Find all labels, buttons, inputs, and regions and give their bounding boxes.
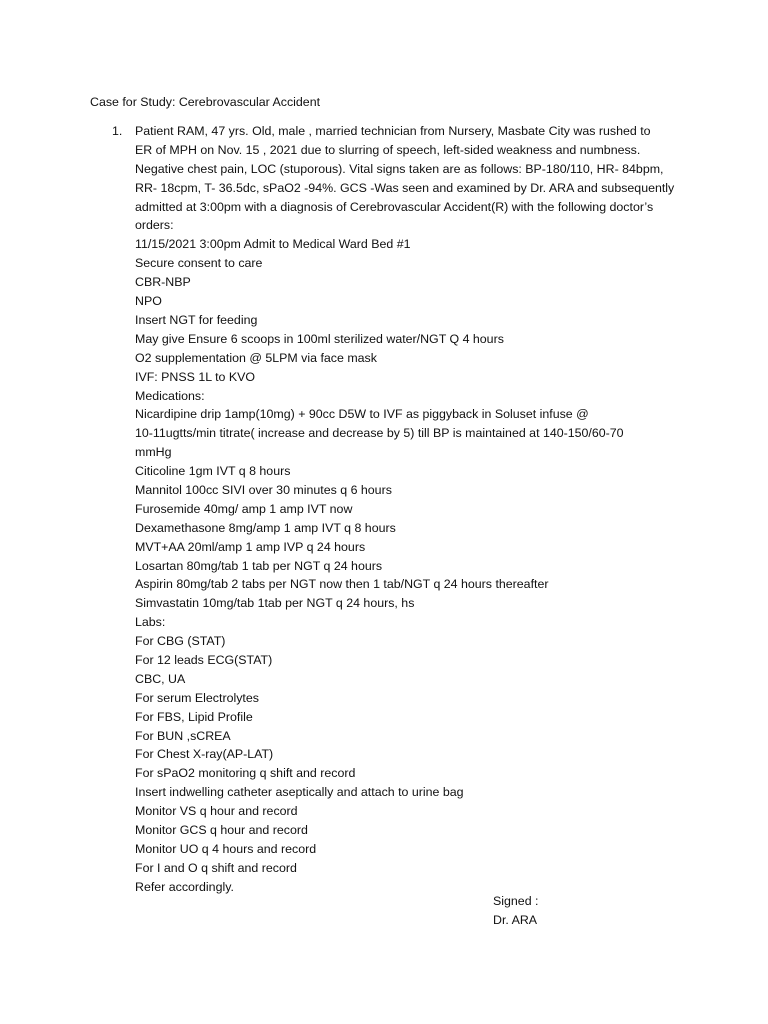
paragraph-line: RR- 18cpm, T- 36.5dc, sPaO2 -94%. GCS -Was seen and examined by Dr. ARA and subsequently [135, 180, 675, 195]
signer-name: Dr. ARA [493, 912, 538, 927]
order-line: Insert indwelling catheter aseptically and attach to urine bag [135, 785, 464, 800]
order-line: CBC, UA [135, 671, 186, 686]
order-line: Secure consent to care [135, 256, 263, 271]
signed-label: Signed : [493, 894, 539, 908]
order-line: Mannitol 100cc SIVI over 30 minutes q 6 hours [135, 482, 392, 497]
order-line: Medications: [135, 388, 205, 403]
order-line: Simvastatin 10mg/tab 1tab per NGT q 24 hours, hs [135, 596, 415, 611]
order-line: O2 supplementation @ 5LPM via face mask [135, 350, 377, 365]
order-line: Citicoline 1gm IVT q 8 hours [135, 464, 291, 479]
order-line: For 12 leads ECG(STAT) [135, 652, 273, 667]
order-line: Losartan 80mg/tab 1 tab per NGT q 24 hours [135, 558, 383, 573]
order-line: For Chest X-ray(AP-LAT) [135, 747, 274, 762]
order-line: Furosemide 40mg/ amp 1 amp IVT now [135, 501, 353, 516]
case-description [135, 122, 675, 235]
order-line: Nicardipine drip 1amp(10mg) + 90cc D5W to IVF as piggyback in Soluset infuse @ [135, 407, 589, 422]
order-line: Labs: [135, 615, 166, 630]
order-line: mmHg [135, 445, 172, 460]
order-line: MVT+AA 20ml/amp 1 amp IVP q 24 hours [135, 539, 366, 554]
order-line: For CBG (STAT) [135, 634, 226, 649]
order-line: Monitor VS q hour and record [135, 804, 298, 819]
order-line: IVF: PNSS 1L to KVO [135, 369, 256, 384]
paragraph-line: admitted at 3:00pm with a diagnosis of Cerebrovascular Accident(R) with the following doctor’s [135, 199, 654, 214]
signature-block [493, 892, 538, 930]
order-line: Monitor UO q 4 hours and record [135, 841, 317, 856]
document-title: Case for Study: Cerebrovascular Accident [90, 95, 321, 109]
order-line: CBR-NBP [135, 275, 191, 290]
paragraph-line: ER of MPH on Nov. 15 , 2021 due to slurring of speech, left-sided weakness and numbness. [135, 142, 641, 157]
order-line: For FBS, Lipid Profile [135, 709, 253, 724]
order-line: 10-11ugtts/min titrate( increase and decrease by 5) till BP is maintained at 140-150/60-70 [135, 426, 624, 441]
order-line: Aspirin 80mg/tab 2 tabs per NGT now then 1 tab/NGT q 24 hours thereafter [135, 577, 549, 592]
order-line: May give Ensure 6 scoops in 100ml sterilized water/NGT Q 4 hours [135, 331, 504, 346]
paragraph-line: Patient RAM, 47 yrs. Old, male , married technician from Nursery, Masbate City was rushed to [135, 124, 651, 138]
paragraph-line: orders: [135, 218, 174, 233]
order-line: For I and O q shift and record [135, 860, 297, 875]
order-line: For serum Electrolytes [135, 690, 259, 705]
paragraph-line: Negative chest pain, LOC (stuporous). Vital signs taken are as follows: BP-180/110, HR- 84bpm, [135, 161, 664, 176]
doctors-orders-list [135, 235, 695, 896]
list-item-number: 1. [112, 124, 123, 138]
order-line: For sPaO2 monitoring q shift and record [135, 766, 356, 781]
order-line: NPO [135, 294, 162, 309]
order-line: Insert NGT for feeding [135, 312, 258, 327]
order-line: Dexamethasone 8mg/amp 1 amp IVT q 8 hours [135, 520, 396, 535]
order-line: Monitor GCS q hour and record [135, 823, 308, 837]
order-line: For BUN ,sCREA [135, 728, 231, 743]
order-line: 11/15/2021 3:00pm Admit to Medical Ward Bed #1 [135, 237, 411, 252]
order-line: Refer accordingly. [135, 879, 234, 894]
